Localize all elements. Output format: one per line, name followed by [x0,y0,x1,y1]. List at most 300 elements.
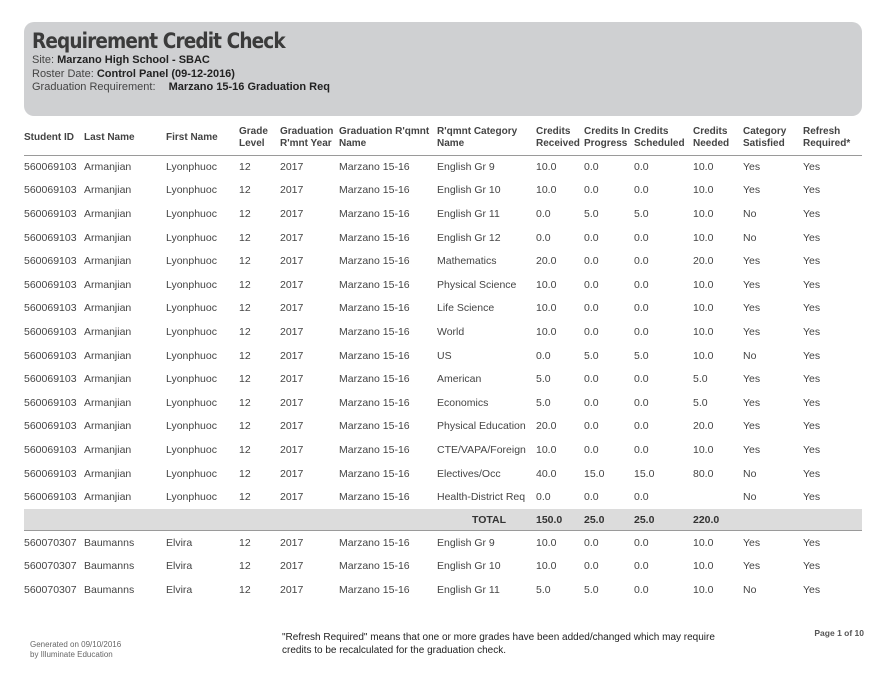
table-cell: 560069103 [24,302,77,315]
table-cell: 0.0 [584,396,599,409]
table-row [24,415,862,439]
table-cell: Marzano 15-16 [339,184,410,197]
table-cell: 12 [239,396,251,409]
table-cell: 10.0 [693,231,714,244]
column-header [803,121,862,155]
table-cell: 5.0 [536,583,551,596]
table-cell: 0.0 [634,184,649,197]
table-cell: 12 [239,184,251,197]
column-header-line2: Scheduled [634,137,685,149]
table-cell: Elvira [166,583,193,596]
table-cell: Yes [803,161,821,174]
table-cell: Yes [803,491,821,504]
generated-info [30,640,121,660]
table-cell: 20.0 [536,255,557,268]
table-cell: 12 [239,373,251,386]
site-value: Marzano High School - SBAC [57,54,210,66]
table-row [24,179,862,203]
column-header [437,121,536,155]
roster-value: Control Panel (09-12-2016) [96,67,235,80]
table-cell: Lyonphuoc [166,420,217,433]
roster-date-line [32,68,854,82]
table-cell: Lyonphuoc [166,373,217,386]
table-cell: Marzano 15-16 [339,373,410,386]
table-cell: 20.0 [693,420,714,433]
table-cell: 560069103 [24,325,77,338]
table-cell: Baumanns [84,560,135,573]
table-cell: 10.0 [693,349,714,362]
table-row [24,320,862,344]
column-header-line1: Credits [634,126,669,138]
table-cell: Yes [743,373,761,386]
table-cell: 10.0 [536,302,557,315]
table-row [24,462,862,486]
table-cell: Yes [803,278,821,291]
table-cell: Yes [743,184,761,197]
column-header-line1: First Name [166,132,218,143]
table-header-row [24,121,862,155]
table-cell: 0.0 [584,443,599,456]
table-cell: Lyonphuoc [166,231,217,244]
table-cell: 2017 [280,207,304,220]
table-cell: Marzano 15-16 [339,560,410,573]
table-cell: Armanjian [84,302,132,315]
table-cell: 0.0 [584,278,599,291]
total-needed: 220.0 [693,509,743,531]
table-cell: 2017 [280,325,304,338]
table-cell: 0.0 [634,560,649,573]
table-cell: 0.0 [584,325,599,338]
table-cell: Armanjian [84,255,132,268]
table-cell: Yes [803,231,821,244]
table-cell: 10.0 [536,184,557,197]
table-cell: 12 [239,531,280,555]
table-cell: 0.0 [584,161,599,174]
table-row [24,344,862,368]
table-cell: Armanjian [84,396,132,409]
table-cell: 5.0 [536,396,551,409]
table-cell: 0.0 [536,207,551,220]
column-header-line2: Level [239,137,265,149]
table-cell: 0.0 [634,231,649,244]
table-cell: English Gr 12 [437,231,501,244]
table-cell: 560069103 [24,255,77,268]
table-cell: Lyonphuoc [166,349,217,362]
table-cell: 12 [239,207,251,220]
table-cell: 0.0 [634,161,649,174]
table-cell: Armanjian [84,325,132,338]
graduation-requirement-line [32,81,854,95]
table-cell: Lyonphuoc [166,491,217,504]
table-cell: No [743,231,757,244]
table-row [24,202,862,226]
table-cell: 2017 [280,560,304,573]
table-cell: 12 [239,583,251,596]
table-cell: 12 [239,467,251,480]
table-cell: 5.0 [584,583,599,596]
table-cell [693,485,743,509]
table-cell: Elvira [166,560,193,573]
column-header [84,121,166,155]
table-cell: Armanjian [84,491,132,504]
table-cell: Yes [803,531,862,555]
table-cell: 2017 [280,583,304,596]
table-cell: Armanjian [84,467,132,480]
table-cell: Yes [803,349,821,362]
table-row [24,531,862,555]
table-cell: 12 [239,443,251,456]
table-cell: 12 [239,278,251,291]
table-cell: Lyonphuoc [166,443,217,456]
table-cell: English Gr 9 [437,161,495,174]
total-in-progress: 25.0 [584,509,634,531]
table-cell: 560069103 [24,373,77,386]
column-header [693,121,743,155]
table-cell: Yes [743,396,761,409]
table-cell: 10.0 [693,278,714,291]
grad-label: Graduation Requirement: [32,81,156,93]
table-cell: Marzano 15-16 [339,302,410,315]
table-cell: 560070307 [24,531,84,555]
column-header-line2: Required* [803,137,851,149]
column-header [166,121,239,155]
table-cell: 12 [239,491,251,504]
table-cell: 560069103 [24,207,77,220]
report-header [24,22,862,116]
table-cell: 560069103 [24,349,77,362]
table-cell: Yes [743,531,803,555]
table-cell: 0.0 [536,349,551,362]
table-row [24,155,862,179]
table-cell: No [743,467,757,480]
table-cell: 0.0 [634,443,649,456]
total-received: 150.0 [536,509,584,531]
column-header-line1: Credits [536,126,571,138]
table-cell: Marzano 15-16 [339,278,410,291]
table-cell: Lyonphuoc [166,325,217,338]
table-cell: Marzano 15-16 [339,325,410,338]
column-header [536,121,584,155]
table-cell: 2017 [280,231,304,244]
table-cell: 2017 [280,443,304,456]
table-cell: 0.0 [634,491,649,504]
table-cell: 5.0 [584,207,599,220]
table-cell: Yes [743,443,761,456]
table-cell: Yes [803,373,821,386]
site-label: Site: [32,54,55,66]
table-cell: 12 [239,420,251,433]
table-cell: 10.0 [536,278,557,291]
table-cell: Elvira [166,531,239,555]
column-header-line2: Needed [693,137,730,149]
table-cell: 2017 [280,467,304,480]
total-empty-cell [743,509,803,531]
table-cell: 0.0 [634,325,649,338]
table-row [24,273,862,297]
column-header-line2: Satisfied [743,137,785,149]
table-cell: 5.0 [693,373,708,386]
table-cell: 560069103 [24,161,77,174]
table-cell: 5.0 [634,207,649,220]
table-cell: Yes [743,560,761,573]
table-cell: Mathematics [437,255,497,268]
table-cell: 0.0 [536,231,551,244]
column-header-line1: Category [743,126,787,138]
table-cell: 0.0 [584,302,599,315]
column-header-line1: Credits [693,126,728,138]
table-cell: English Gr 10 [437,560,501,573]
table-cell: 0.0 [536,491,551,504]
table-cell: Armanjian [84,161,132,174]
grad-value: Marzano 15-16 Graduation Req [168,81,330,93]
table-cell: 0.0 [634,396,649,409]
table-cell: 0.0 [634,255,649,268]
column-header-line1: Grade [239,126,268,138]
total-scheduled: 25.0 [634,509,693,531]
column-header-line1: Graduation [280,126,334,138]
table-cell: Yes [803,184,821,197]
table-cell: 560070307 [24,560,77,573]
table-cell: 2017 [280,531,339,555]
table-cell: Lyonphuoc [166,184,217,197]
table-cell: 10.0 [536,531,584,555]
table-cell: Baumanns [84,531,166,555]
site-line [32,54,854,68]
table-cell: 2017 [280,491,304,504]
total-row [24,509,862,531]
table-cell: 0.0 [634,373,649,386]
column-header-line1: Student ID [24,132,74,143]
column-header [280,121,339,155]
table-cell: Yes [743,255,761,268]
table-cell: 10.0 [693,161,714,174]
table-cell: 5.0 [634,349,649,362]
table-cell: 2017 [280,373,304,386]
table-cell: 2017 [280,420,304,433]
table-row [24,226,862,250]
table-cell: 10.0 [693,443,714,456]
table-cell: 2017 [280,278,304,291]
table-cell: 10.0 [693,207,714,220]
table-cell: 10.0 [536,161,557,174]
table-cell: Armanjian [84,373,132,386]
table-cell: 10.0 [536,443,557,456]
column-header-line1: Last Name [84,132,135,143]
table-cell: 40.0 [536,467,557,480]
table-cell: 560070307 [24,583,77,596]
table-cell: 2017 [280,302,304,315]
table-cell: 0.0 [634,420,649,433]
column-header [24,121,84,155]
table-cell: 560069103 [24,184,77,197]
table-cell: 80.0 [693,467,714,480]
table-cell: Yes [803,207,821,220]
table-cell: Life Science [437,302,495,315]
column-header-line2: Name [339,137,367,149]
table-cell: Electives/Occ [437,467,501,480]
table-cell: Marzano 15-16 [339,255,410,268]
column-header-line2: R'mnt Year [280,137,332,149]
table-cell: Armanjian [84,278,132,291]
table-cell: 560069103 [24,420,77,433]
table-cell: 2017 [280,396,304,409]
total-empty-cell [803,509,862,531]
total-label: TOTAL [24,509,536,531]
table-cell: Yes [803,302,821,315]
table-row [24,438,862,462]
column-header [239,121,280,155]
table-cell: 0.0 [584,560,599,573]
table-cell: Physical Education [437,420,526,433]
table-cell: 20.0 [693,255,714,268]
table-cell: 560069103 [24,443,77,456]
table-row [24,297,862,321]
table-cell: 12 [239,255,251,268]
table-cell: 0.0 [584,531,634,555]
page-number: Page 1 of 10 [814,628,864,638]
table-cell: Yes [803,325,821,338]
table-cell: Yes [743,302,761,315]
column-header [743,121,803,155]
table-cell: 12 [239,325,251,338]
table-cell: World [437,325,465,338]
table-cell: English Gr 9 [437,531,536,555]
table-cell: Marzano 15-16 [339,491,410,504]
table-cell: Yes [803,255,821,268]
table-cell: 10.0 [693,531,743,555]
table-cell: 5.0 [693,396,708,409]
table-cell: 0.0 [634,583,649,596]
column-header-line2: Progress [584,137,628,149]
table-cell: No [743,349,757,362]
table-cell: 560069103 [24,467,77,480]
table-cell: Lyonphuoc [166,467,217,480]
note-line-2: credits to be recalculated for the graduation check. [282,645,507,656]
table-cell: Lyonphuoc [166,255,217,268]
table-cell: Armanjian [84,207,132,220]
table-cell: Lyonphuoc [166,278,217,291]
table-cell: CTE/VAPA/Foreign [437,443,526,456]
table-cell: 560069103 [24,396,77,409]
table-cell: 0.0 [584,184,599,197]
table-cell: Marzano 15-16 [339,161,410,174]
table-cell: 0.0 [584,231,599,244]
table-cell: Marzano 15-16 [339,443,410,456]
table-cell: Marzano 15-16 [339,531,437,555]
table-cell: 12 [239,349,251,362]
table-cell: No [743,207,757,220]
table-cell: Yes [743,325,761,338]
table-cell: Yes [803,467,821,480]
table-cell: 12 [239,161,251,174]
table-cell: Marzano 15-16 [339,349,410,362]
table-row [24,367,862,391]
table-cell: No [743,491,757,504]
table-cell: American [437,373,482,386]
table-cell: Yes [743,420,761,433]
table-cell: 10.0 [693,583,714,596]
table-cell: 0.0 [584,491,599,504]
table-cell: Economics [437,396,489,409]
generated-on: Generated on 09/10/2016 [30,640,122,649]
table-cell: Marzano 15-16 [339,396,410,409]
table-cell: Armanjian [84,443,132,456]
table-cell: Marzano 15-16 [339,467,410,480]
table-cell: Marzano 15-16 [339,207,410,220]
refresh-required-note [282,631,732,657]
table-cell: Marzano 15-16 [339,231,410,244]
table-cell: Armanjian [84,349,132,362]
table-cell: 560069103 [24,231,77,244]
table-row [24,578,862,602]
table-cell: 2017 [280,184,304,197]
table-cell: Yes [803,583,821,596]
table-cell: Armanjian [84,231,132,244]
credit-check-table [24,121,862,602]
table-cell: Yes [803,420,821,433]
column-header-line1: Refresh [803,126,841,138]
table-cell: Lyonphuoc [166,302,217,315]
table-cell: Armanjian [84,184,132,197]
generated-by: by Illuminate Education [30,650,113,659]
roster-label: Roster Date: [32,67,94,80]
table-cell: 2017 [280,161,304,174]
table-row [24,485,862,509]
column-header-line2: Name [437,137,465,149]
table-cell: 12 [239,231,251,244]
table-row [24,391,862,415]
table-cell: English Gr 11 [437,583,500,596]
table-cell: Physical Science [437,278,517,291]
column-header [339,121,437,155]
table-cell: Yes [743,161,761,174]
table-cell: Yes [803,443,821,456]
table-cell: 0.0 [634,278,649,291]
table-cell: Yes [743,278,761,291]
table-cell: 560069103 [24,491,77,504]
column-header [584,121,634,155]
column-header-line1: R'qmnt Category [437,126,518,138]
table-cell: 560069103 [24,278,77,291]
table-cell: 10.0 [693,325,714,338]
table-cell: English Gr 10 [437,184,501,197]
table-cell: English Gr 11 [437,207,500,220]
table-cell: Armanjian [84,420,132,433]
note-line-1: "Refresh Required" means that one or more grades have been added/changed which may require [282,632,715,643]
table-cell: 5.0 [536,373,551,386]
table-cell: 0.0 [634,302,649,315]
table-cell: 10.0 [693,302,714,315]
table-cell: 0.0 [584,255,599,268]
table-cell: Yes [803,396,821,409]
table-cell: Yes [803,560,821,573]
table-cell: No [743,583,757,596]
table-cell: 20.0 [536,420,557,433]
table-cell: 10.0 [536,560,557,573]
table-cell: 5.0 [584,349,599,362]
table-cell: Baumanns [84,583,135,596]
column-header-line1: Graduation R'qmnt [339,126,430,138]
table-cell: Marzano 15-16 [339,420,410,433]
column-header-line1: Credits In [584,126,631,138]
table-cell: US [437,349,452,362]
table-cell: 10.0 [536,325,557,338]
table-cell: 15.0 [634,467,655,480]
report-title: Requirement Credit Check [32,29,285,53]
table-cell: Marzano 15-16 [339,583,410,596]
table-row [24,249,862,273]
table-cell: 2017 [280,349,304,362]
